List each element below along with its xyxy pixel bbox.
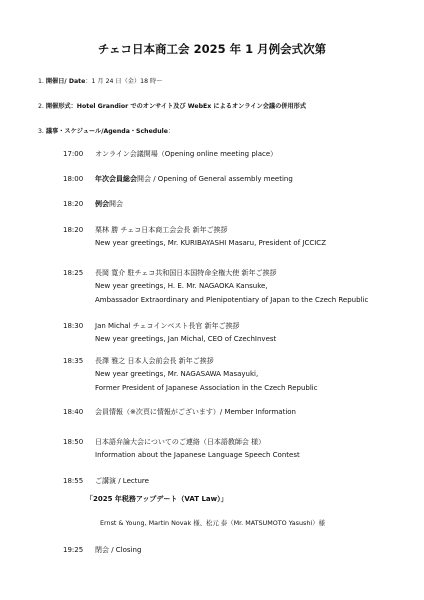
schedule-text: 会員情報（※次頁に情報がございます）/ Member Information (95, 408, 296, 416)
schedule-text: 開会 / Opening of General assembly meeting (137, 175, 293, 183)
section-format (38, 101, 306, 110)
schedule-sub: Ambassador Extraordinary and Plenipotentiary of Japan to the Czech Republic (95, 296, 369, 304)
section-number: 1. (38, 78, 44, 85)
schedule-text: 長岡 寛介 駐チェコ共和国日本国特命全権大使 新年ご挨拶 (95, 269, 277, 277)
schedule-time: 18:25 (63, 269, 84, 277)
schedule-sub: New year greetings, Mr. NAGASAWA Masayuki, (95, 370, 259, 378)
schedule-text: 日本語弁論大会についてのご連絡（日本語教師会 様） (95, 438, 266, 446)
schedule-item (63, 225, 227, 235)
schedule-sub: Former President of Japanese Association in the Czech Republic (95, 384, 318, 392)
section-value: ：1 月 24 日（金）18 時～ (85, 78, 163, 85)
section-label: 議事・スケジュール/Agenda・Schedule (45, 128, 168, 135)
schedule-sub: New year greetings, Mr. KURIBAYASHI Masaru, President of JCCICZ (95, 239, 326, 247)
schedule-time: 18:30 (63, 322, 84, 330)
schedule-text: 栗林 勝 チェコ日本商工会会長 新年ご挨拶 (95, 226, 228, 234)
schedule-time: 18:00 (63, 175, 84, 183)
schedule-item (63, 437, 265, 447)
schedule-item (63, 321, 240, 331)
schedule-time: 18:20 (63, 226, 84, 234)
schedule-item (63, 174, 293, 184)
section-label: 開催日/ Date (45, 78, 86, 85)
schedule-text: 長澤 雅之 日本人会前会長 新年ご挨拶 (95, 357, 214, 365)
schedule-text: 開会 (109, 200, 123, 208)
schedule-text: オンライン会議開場（Opening online meeting place） (95, 150, 278, 158)
schedule-sub: New year greetings, H. E. Mr. NAGAOKA Kansuke, (95, 282, 268, 290)
schedule-text: 閉会 / Closing (95, 546, 142, 554)
lecture-speaker: Ernst & Young, Martin Novak 様、松元 泰（Mr. MATSUMOTO Yasushi）様 (100, 519, 325, 527)
schedule-item (63, 545, 141, 555)
schedule-item (63, 407, 296, 417)
schedule-time: 18:55 (63, 477, 84, 485)
schedule-time: 19:25 (63, 546, 84, 554)
section-agenda (38, 126, 174, 135)
section-value: ： (167, 128, 175, 135)
section-number: 2. (38, 103, 44, 110)
schedule-time: 18:35 (63, 357, 84, 365)
schedule-item (63, 149, 277, 159)
schedule-bold: 例会 (95, 200, 109, 208)
schedule-time: 18:40 (63, 408, 84, 416)
schedule-time: 18:20 (63, 200, 84, 208)
schedule-time: 17:00 (63, 150, 84, 158)
lecture-title: 「2025 年税務アップデート（VAT Law）」 (86, 495, 228, 503)
page-title: チェコ日本商工会 2025 年 1 月例会式次第 (97, 42, 327, 56)
schedule-bold: 年次会員総会 (95, 175, 137, 183)
schedule-item (63, 199, 123, 209)
schedule-sub: Information about the Japanese Language Speech Contest (95, 451, 300, 459)
schedule-item (63, 356, 214, 366)
schedule-item (63, 268, 276, 278)
section-number: 3. (38, 128, 44, 135)
schedule-text: Jan Michal チェコインベスト長官 新年ご挨拶 (95, 322, 240, 330)
schedule-item (63, 476, 149, 486)
schedule-text: ご講演 / Lecture (95, 477, 149, 485)
section-label: 開催形式：Hotel Grandior でのオンサイト及び WebEx によるオンライン会議の併用形式 (45, 103, 307, 110)
schedule-sub: New year greetings, Jan Michal, CEO of CzechInvest (95, 335, 277, 343)
section-date (38, 76, 162, 85)
schedule-time: 18:50 (63, 438, 84, 446)
